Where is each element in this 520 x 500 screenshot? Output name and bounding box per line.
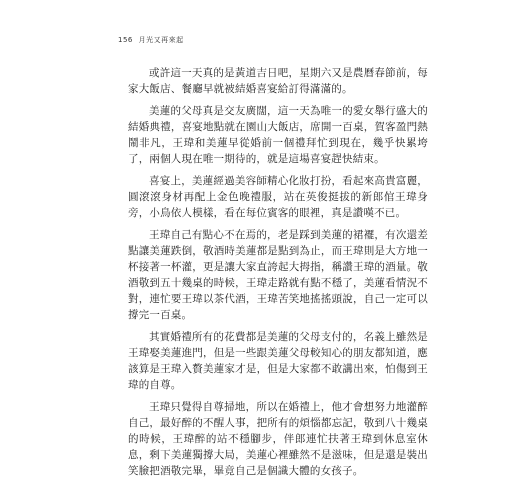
page-number: 156 bbox=[118, 36, 133, 44]
running-header bbox=[118, 35, 184, 45]
running-title: 月光又再來起 bbox=[138, 36, 184, 44]
paragraph: 或許這一天真的是黃道吉日吧，星期六又是農曆春節前，每家大飯店、餐廳早就被結婚喜宴給訂得滿滿的。 bbox=[128, 67, 428, 95]
paragraph: 王瑋只覺得自尊掃地，所以在婚禮上，他才會想努力地灌醉自己，最好醉的不醒人事，把所有的煩惱都忘記，敬到八十幾桌的時候，王瑋醉的站不穩腳步，伴郎連忙扶著王瑋到休息室休息，剩下美蓮獨撐大局，美蓮心裡雖然不是滋味，但是還是裝出笑臉把酒敬完畢，畢竟自己是個識大體的女孩子。 bbox=[128, 401, 428, 477]
paragraph: 美蓮的父母真是交友廣闊，這一天為唯一的愛女舉行盛大的結婚典禮，喜宴地點就在園山大飯店，席開一百桌，賀客盈門熱鬧非凡，王瑋和美蓮早從婚前一個禮拜忙到現在，幾乎快累垮了，兩個人現在唯一期待的，就是這場喜宴趕快結束。 bbox=[128, 105, 428, 165]
paragraph: 喜宴上，美蓮經過美容師精心化妝打扮，看起來高貴富麗，圓滾滾身材再配上金色晚禮服，站在英俊挺拔的新郎倌王瑋身旁，小鳥依人模樣，看在每位賓客的眼裡，真是讚嘆不已。 bbox=[128, 175, 428, 219]
body-text bbox=[128, 65, 428, 485]
paragraph: 王瑋自己有點心不在焉的，老是踩到美蓮的裙襬，有次還差點讓美蓮跌倒，敬酒時美蓮都是點到為止，而王瑋則是大方地一杯接著一杯灌，更是讓大家直誇起大拇指，稱讚王瑋的酒量。敬酒敬到五十幾桌的時候，王瑋走路就有點不穩了，美蓮看情況不對，連忙要王瑋以茶代酒，王瑋苦笑地搖搖頭說，自己一定可以撐完一百桌。 bbox=[128, 229, 428, 321]
paragraph: 其實婚禮所有的花費都是美蓮的父母支付的，名義上雖然是王瑋娶美蓮進門，但是一些跟美蓮父母較知心的朋友都知道，應該算是王瑋入贅美蓮家才是，但是大家都不敢講出來，怕傷到王瑋的自尊。 bbox=[128, 331, 428, 391]
